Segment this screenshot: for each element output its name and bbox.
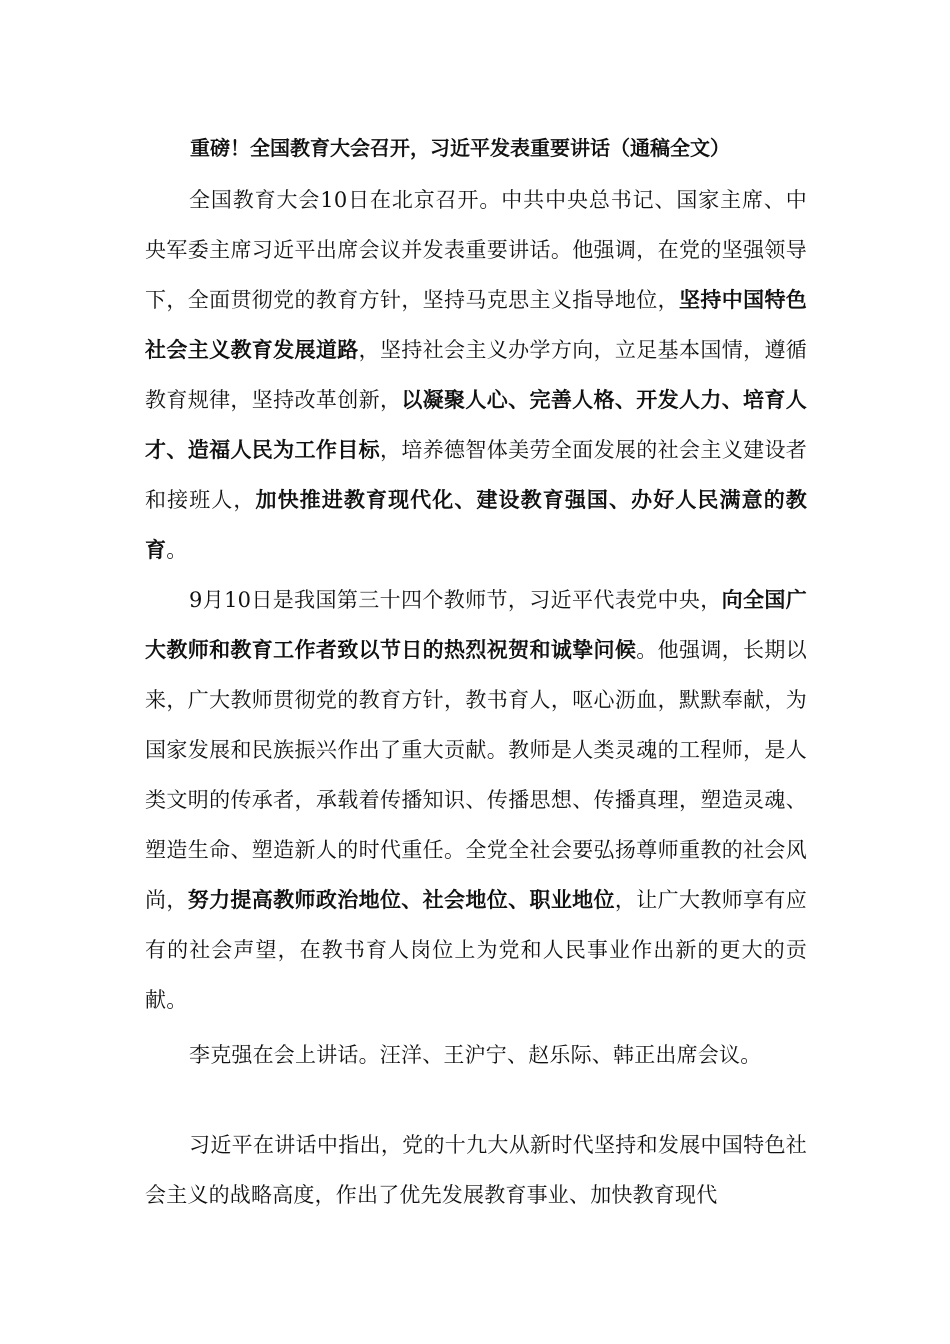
text-segment: 全国教育大会10日在北京召开。中共中央总书记、国家主席、中央军委主席习近平出席会议并发表重要讲话。他强调，在党的坚强领导下，全面贯彻党的教育方针，坚持马克思主义指导地位，: [145, 188, 807, 312]
bold-text-segment: 向全国广大教师和教育工作者致以节日的热烈祝贺和诚挚问候: [145, 587, 807, 662]
text-segment: 9月10日是我国第三十四个教师节，习近平代表党中央，: [189, 588, 722, 612]
paragraph: [145, 175, 807, 575]
bold-text-segment: 努力提高教师政治地位、社会地位、职业地位: [187, 887, 615, 912]
paragraph: [145, 1030, 807, 1080]
text-segment: 习近平在讲话中指出，党的十九大从新时代坚持和发展中国特色社会主义的战略高度，作出了优先发展教育事业、加快教育现代: [145, 1133, 807, 1207]
text-segment: ，坚持社会主义办学方向，立足基本国情，遵循教育规律，坚持改革创新，: [145, 338, 808, 412]
bold-text-segment: 加快推进教育现代化、建设教育强国、办好人民满意的教育: [145, 487, 807, 562]
text-segment: 。: [166, 538, 188, 562]
text-segment: ，培养德智体美劳全面发展的社会主义建设者和接班人，: [145, 438, 808, 512]
text-segment: ，让广大教师享有应有的社会声望，在教书育人岗位上为党和人民事业作出新的更大的贡献。: [145, 888, 807, 1012]
bold-text-segment: 坚持中国特色社会主义教育发展道路: [145, 287, 807, 362]
paragraph: [145, 575, 807, 1025]
text-segment: 。他强调，长期以来，广大教师贯彻党的教育方针，教书育人，呕心沥血，默默奉献，为国家发展和民族振兴作出了重大贡献。教师是人类灵魂的工程师，是人类文明的传承者，承载着传播知识、传播思想、传播真理，塑造灵魂、塑造生命、塑造新人的时代重任。全党全社会要弘扬尊师重教的社会风尚，: [145, 638, 807, 912]
paragraph: [145, 1120, 807, 1220]
bold-text-segment: 以凝聚人心、完善人格、开发人力、培育人才、造福人民为工作目标: [145, 387, 807, 462]
document-title: 重磅！全国教育大会召开，习近平发表重要讲话（通稿全文）: [190, 136, 730, 160]
text-segment: 李克强在会上讲话。汪洋、王沪宁、赵乐际、韩正出席会议。: [189, 1043, 762, 1067]
